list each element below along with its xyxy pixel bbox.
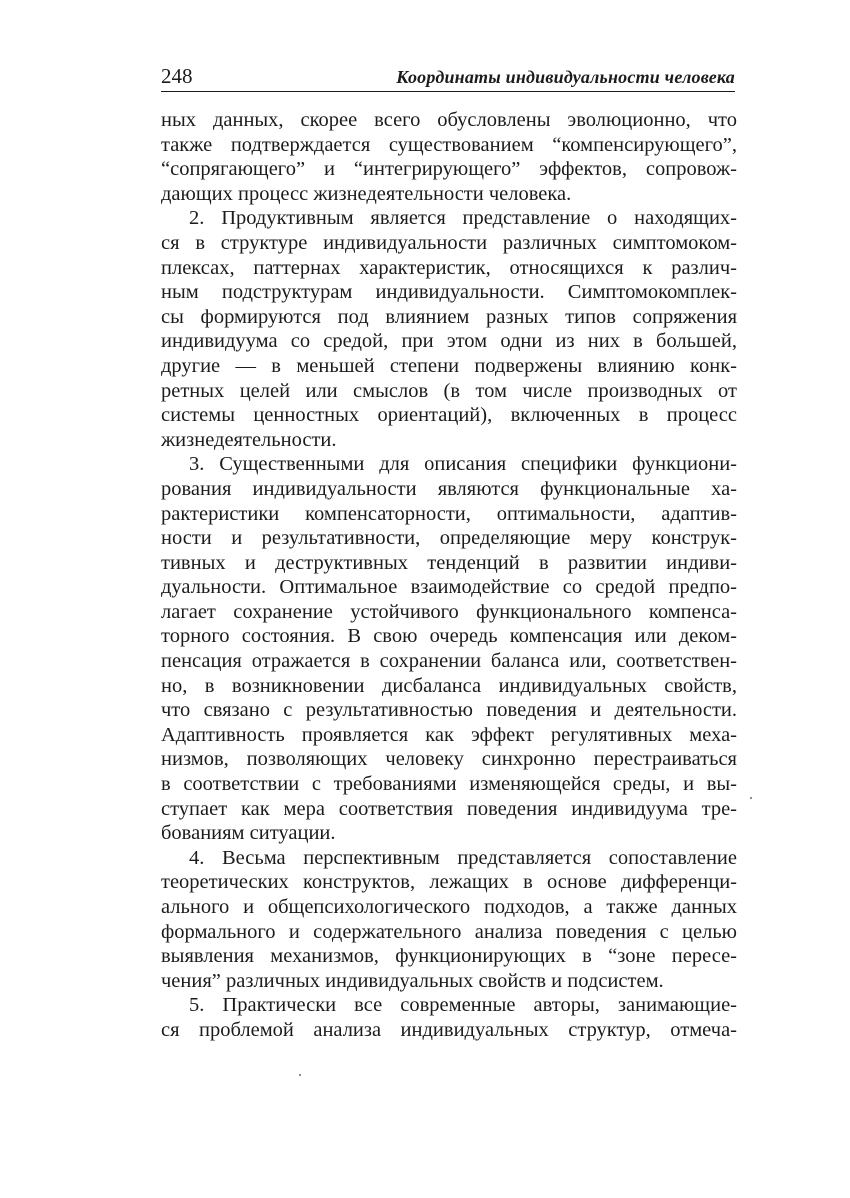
- text-line: сы формируются под влиянием разных типов сопряжения: [161, 305, 737, 328]
- text-line: но, в возникновении дисбаланса индивидуальных свойств,: [161, 674, 737, 697]
- text-line: жизнедеятельности.: [161, 428, 337, 451]
- scan-speck: [299, 1074, 301, 1076]
- body-text: [161, 108, 737, 1043]
- text-line: лагает сохранение устойчивого функционального компенса-: [161, 600, 737, 623]
- text-line: ступает как мера соответствия поведения индивидуума тре-: [161, 797, 737, 820]
- text-line: дуальности. Оптимальное взаимодействие со средой предпо-: [161, 576, 737, 599]
- text-line: теоретических конструктов, лежащих в основе дифференци-: [161, 871, 737, 894]
- text-line: ся проблемой анализа индивидуальных структур, отмеча-: [161, 1018, 737, 1041]
- page-header: [161, 62, 735, 92]
- text-line: рактеристики компенсаторности, оптимальности, адаптив-: [161, 502, 737, 525]
- text-line: чения” различных индивидуальных свойств и подсистем.: [161, 969, 664, 992]
- text-line: также подтверждается существованием “компенсирующего”,: [161, 133, 737, 156]
- text-line: системы ценностных ориентаций), включенных в процесс: [161, 404, 737, 427]
- text-line: что связано с результативностью поведения и деятельности.: [161, 699, 737, 722]
- text-line: формального и содержательного анализа поведения с целью: [161, 920, 737, 943]
- text-line: пенсация отражается в сохранении баланса или, соответствен-: [161, 650, 737, 673]
- text-line: ным подструктурам индивидуальности. Симптомокомплек-: [161, 281, 737, 304]
- text-line: другие — в меньшей степени подвержены влиянию конк-: [161, 354, 737, 377]
- text-line: низмов, позволяющих человеку синхронно перестраиваться: [161, 748, 737, 771]
- paragraph-start-line: 3. Существенными для описания специфики функциони-: [189, 453, 737, 476]
- text-line: дающих процесс жизнедеятельности человека.: [161, 182, 572, 205]
- paragraph-start-line: 4. Весьма перспективным представляется сопоставление: [189, 846, 737, 869]
- text-line: ретных целей или смыслов (в том числе производных от: [161, 379, 737, 402]
- text-line: в соответствии с требованиями изменяющейся среды, и вы-: [161, 773, 737, 796]
- paragraph-start-line: 5. Практически все современные авторы, занимающие-: [189, 994, 737, 1017]
- text-line: “сопрягающего” и “интегрирующего” эффектов, сопровож-: [161, 158, 737, 181]
- text-line: выявления механизмов, функционирующих в “зоне пересе-: [161, 945, 737, 968]
- text-line: торного состояния. В свою очередь компенсация или деком-: [161, 625, 737, 648]
- text-line: тивных и деструктивных тенденций в развитии индиви-: [161, 551, 737, 574]
- text-line: индивидуума со средой, при этом одни из них в большей,: [161, 330, 737, 353]
- text-line: рования индивидуальности являются функциональные ха-: [161, 477, 737, 500]
- text-line: ных данных, скорее всего обусловлены эволюционно, что: [161, 109, 737, 131]
- text-line: Адаптивность проявляется как эффект регулятивных меха-: [161, 723, 737, 746]
- text-line: бованиям ситуации.: [161, 822, 336, 845]
- text-line: ности и результативности, определяющие меру конструк-: [161, 527, 737, 550]
- running-title: Координаты индивидуальности человека: [396, 67, 735, 87]
- paragraph-start-line: 2. Продуктивным является представление о находящих-: [189, 207, 737, 230]
- header-rule: [161, 91, 735, 92]
- scan-speck: [750, 797, 752, 799]
- text-line: плексах, паттернах характеристик, относящихся к различ-: [161, 256, 737, 279]
- page-number: 248: [161, 64, 193, 88]
- text-line: ся в структуре индивидуальности различных симптомоком-: [161, 231, 737, 254]
- text-line: ального и общепсихологического подходов, а также данных: [161, 896, 737, 918]
